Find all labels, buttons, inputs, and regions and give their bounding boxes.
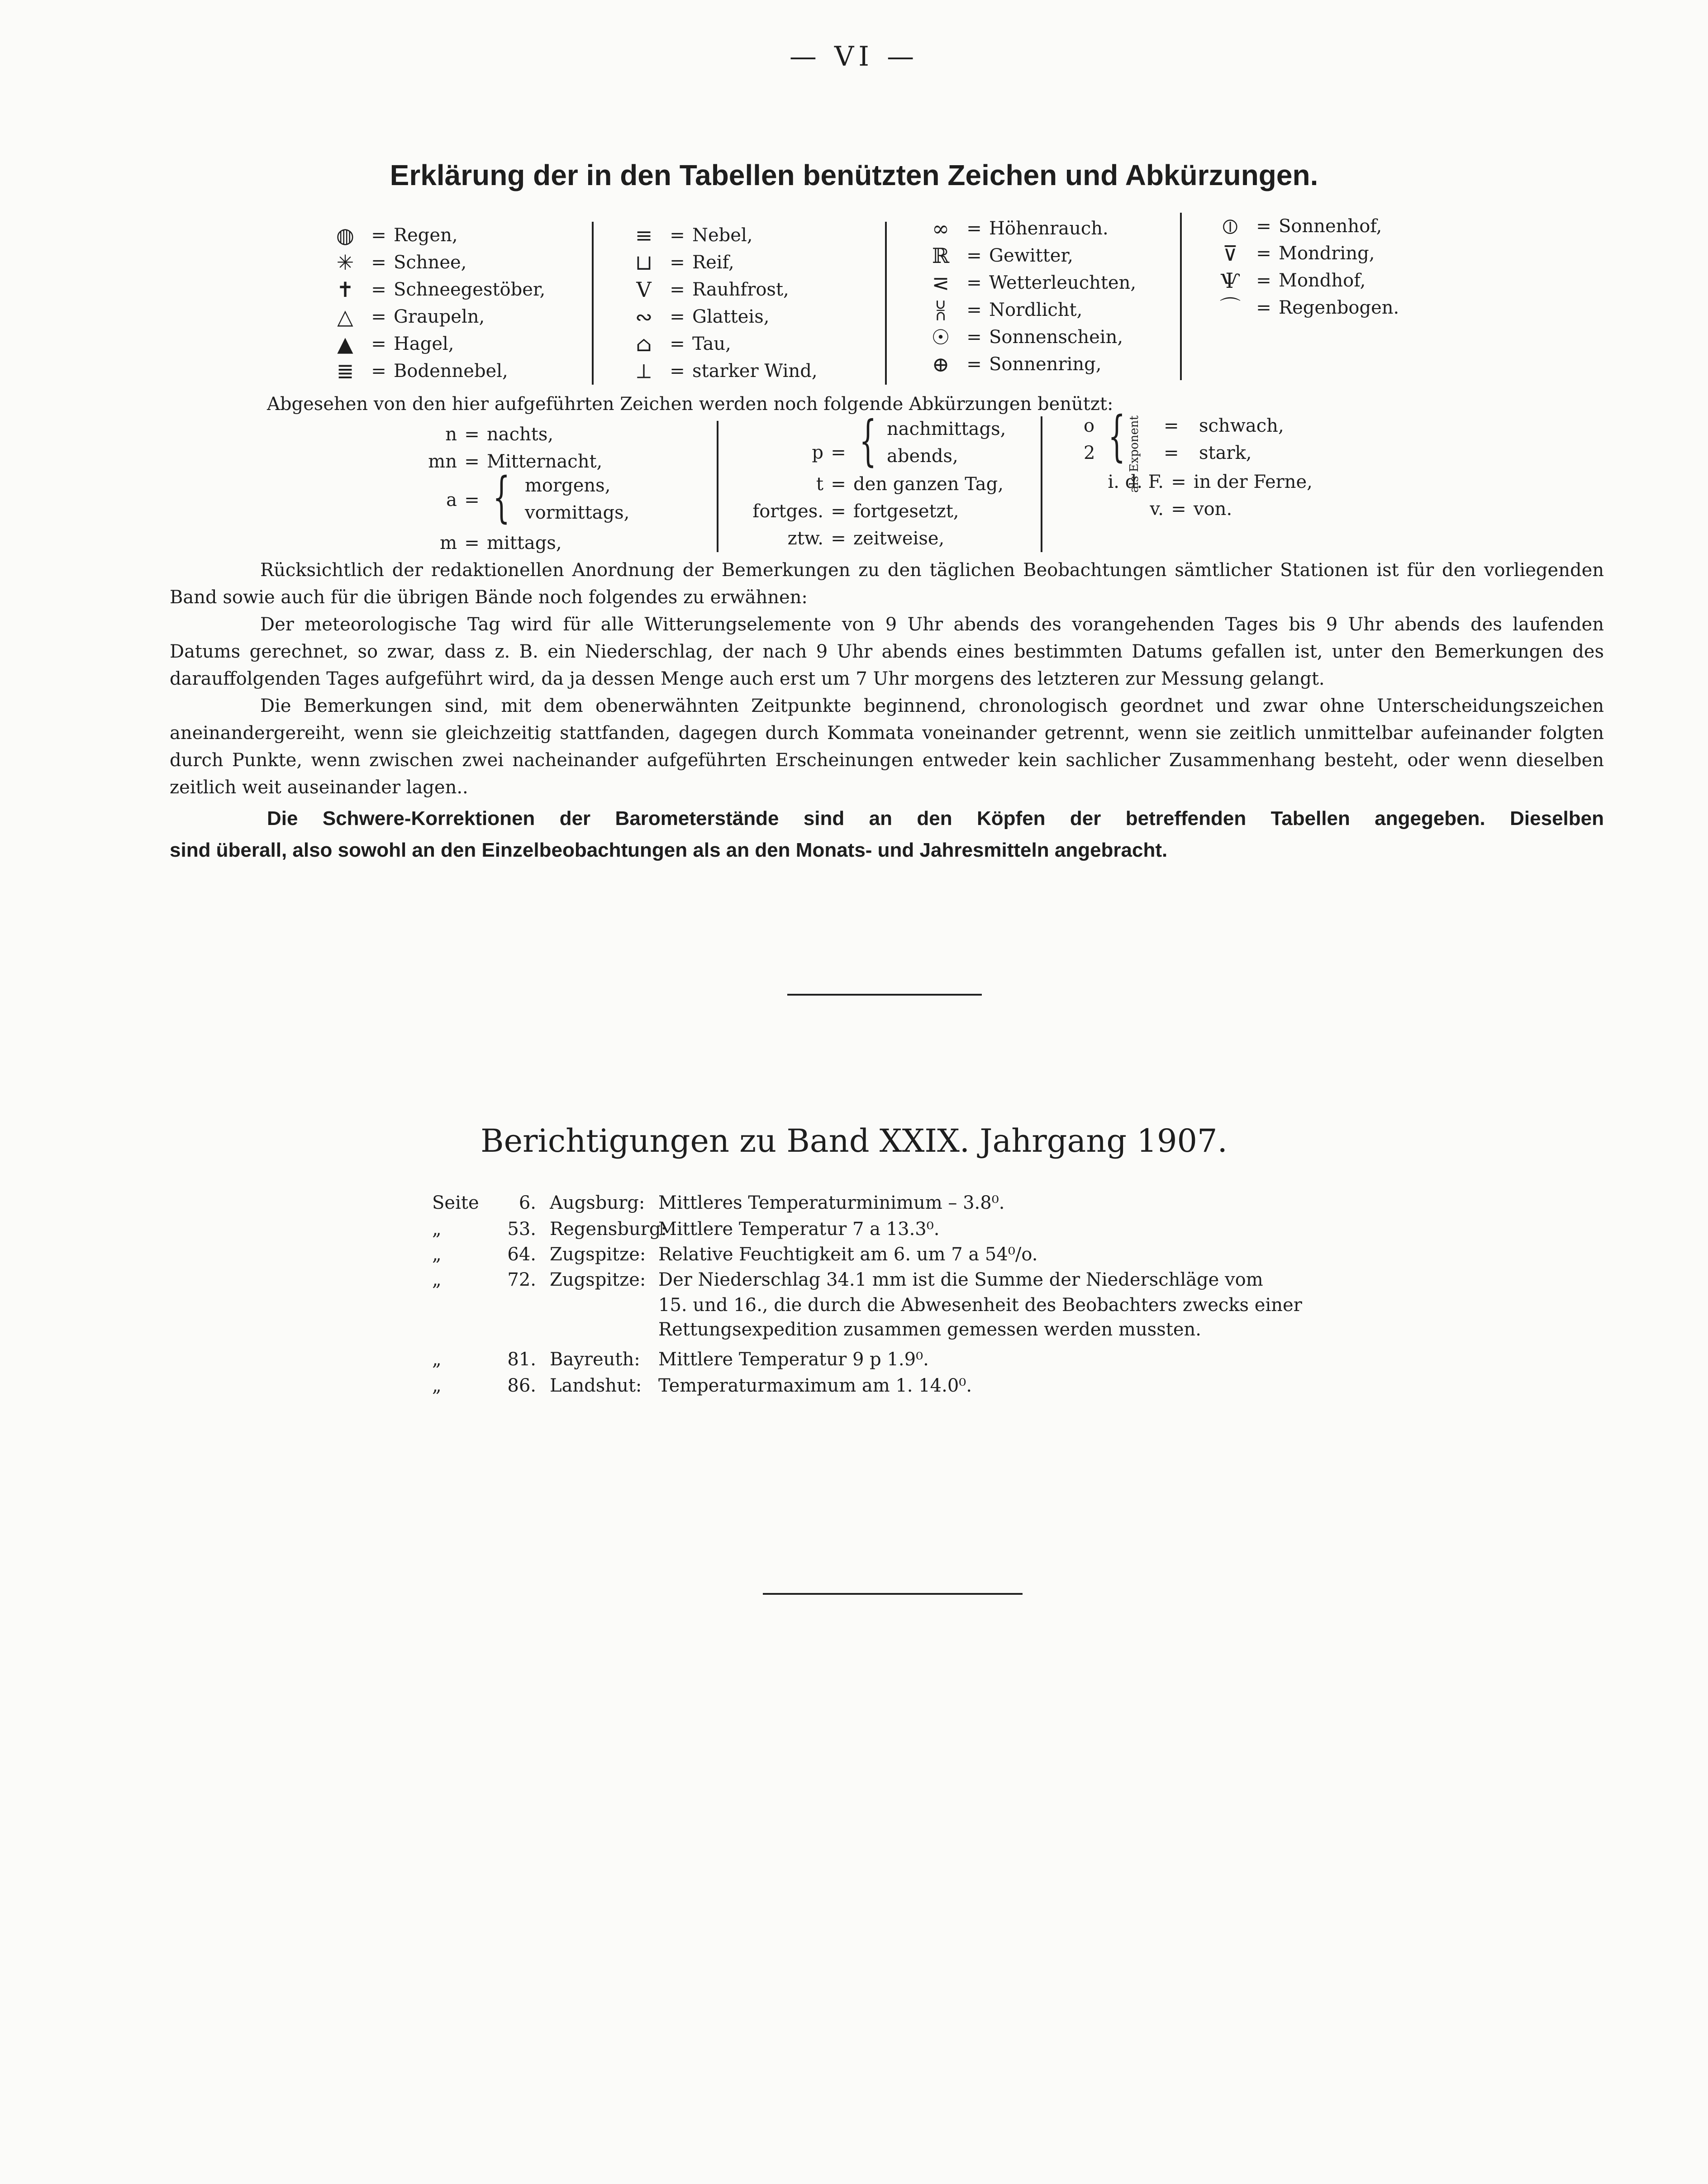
legend-item: ∞ = Höhenrauch.: [922, 215, 1109, 242]
legend-item: ⟂ = starker Wind,: [625, 358, 818, 385]
paragraph-line: Datums gerechnet, so zwar, dass z. B. ein Niederschlag, der nach 9 Uhr abends eines bestimmten Datums gefallen ist, unter den Bemerkungen des: [170, 641, 1604, 662]
column-divider: [592, 222, 594, 385]
graupeln-icon: △: [337, 305, 353, 329]
rauhfrost-icon: V: [636, 277, 652, 302]
tau-icon: ⌂: [636, 332, 652, 356]
paragraph-line: durch Punkte, wenn zwischen zwei nacheinander aufgeführten Erscheinungen entweder kein sachlicher Zusammenhang besteht, oder wenn dieselben: [170, 750, 1604, 771]
legend-item: ℝ = Gewitter,: [922, 242, 1073, 269]
correction-item: „ 72. Zugspitze: Der Niederschlag 34.1 mm ist die Summe der Niederschläge vom: [432, 1269, 1263, 1290]
paragraph-line: Rücksichtlich der redaktionellen Anordnung der Bemerkungen zu den täglichen Beobachtungen sämtlicher Stationen ist für den vorliegenden: [260, 560, 1604, 581]
brace: {: [859, 410, 877, 472]
abbreviation-value: vormittags,: [525, 502, 630, 523]
legend-item: ⌂ = Tau,: [625, 330, 731, 358]
paragraph-line: Band sowie auch für die übrigen Bände noch folgendes zu erwähnen:: [170, 587, 808, 608]
page-number: — VI —: [789, 41, 919, 72]
correction-continuation: Rettungsexpedition zusammen gemessen werden mussten.: [658, 1319, 1201, 1340]
abbreviation-item: t = den ganzen Tag,: [816, 474, 1004, 495]
nordlicht-icon: ⩈: [936, 298, 946, 322]
legend-item: ◍ = Regen,: [327, 222, 458, 249]
legend-item: ≣ = Bodennebel,: [327, 358, 508, 385]
abbreviation-item: ztw. = zeitweise,: [787, 528, 945, 549]
abbreviations-intro: Abgesehen von den hier aufgeführten Zeichen werden noch folgende Abkürzungen benützt:: [267, 394, 1113, 415]
reif-icon: ⊔: [635, 250, 653, 275]
abbreviation-key: 2: [1084, 443, 1095, 463]
starker-wind-icon: ⟂: [637, 359, 651, 383]
bodennebel-icon: ≣: [336, 359, 354, 383]
correction-continuation: 15. und 16., die durch die Abwesenheit des Beobachters zwecks einer: [658, 1295, 1302, 1316]
legend-item: ⊕ = Sonnenring,: [922, 351, 1101, 378]
paragraph-line: aneinandergereiht, wenn sie gleichzeitig stattfanden, dagegen durch Kommata voneinander getrennt, wenn sie zeitlich unmittelbar aufeinander folgten: [170, 723, 1604, 744]
sonnenschein-icon: ☉: [931, 325, 950, 349]
abbreviation-item: m = mittags,: [440, 533, 562, 553]
column-divider: [717, 421, 718, 552]
column-divider: [1041, 416, 1042, 552]
abbreviation-value: stark,: [1199, 443, 1252, 463]
abbreviation-item: n = nachts,: [445, 424, 554, 445]
legend-item: ⋜ = Wetterleuchten,: [922, 269, 1136, 296]
paragraph-line: Der meteorologische Tag wird für alle Witterungselemente von 9 Uhr abends des vorangehenden Tages bis 9 Uhr abends des laufenden: [260, 614, 1604, 635]
abbreviation-value: abends,: [887, 446, 958, 467]
brace: {: [493, 466, 510, 529]
glatteis-icon: ∾: [635, 305, 653, 329]
regen-icon: ◍: [336, 223, 355, 248]
legend-item: ✝ = Schneegestöber,: [327, 276, 545, 303]
legend-item: △ = Graupeln,: [327, 303, 485, 330]
abbreviation-value: schwach,: [1199, 415, 1284, 436]
abbreviation-value: morgens,: [525, 475, 611, 496]
legend-item: ⊔ = Reif,: [625, 249, 734, 276]
corrections-title: Berichtigungen zu Band XXIX. Jahrgang 1907.: [481, 1122, 1227, 1159]
brace: {: [1108, 405, 1126, 468]
schneegestoeber-icon: ✝: [336, 277, 354, 302]
legend-item: Ѱ = Mondhof,: [1212, 267, 1365, 294]
hagel-icon: ▲: [337, 332, 353, 356]
eq-sign: =: [1164, 415, 1179, 436]
legend-item: ⩈ = Nordlicht,: [922, 296, 1082, 324]
abbreviation-item: i. d. F. = in der Ferne,: [1108, 472, 1313, 492]
mondhof-icon: Ѱ: [1220, 268, 1240, 293]
correction-item: „ 86. Landshut: Temperaturmaximum am 1. 14.0⁰.: [432, 1375, 972, 1396]
paragraph-line: zeitlich weit auseinander lagen..: [170, 777, 468, 798]
abbreviation-item: fortges. = fortgesetzt,: [752, 501, 959, 522]
column-divider: [1180, 213, 1182, 380]
legend-item: ⦶ = Sonnenhof,: [1212, 213, 1382, 240]
schnee-icon: ✳: [336, 250, 354, 275]
abbreviation-item: p =: [812, 442, 846, 463]
paragraph-line: Die Bemerkungen sind, mit dem obenerwähnten Zeitpunkte beginnend, chronologisch geordnet und zwar ohne Unterscheidungszeichen: [260, 696, 1604, 716]
correction-item: Seite 6. Augsburg: Mittleres Temperaturminimum – 3.8⁰.: [432, 1192, 1005, 1213]
sonnenring-icon: ⊕: [932, 352, 950, 377]
legend-item: V = Rauhfrost,: [625, 276, 789, 303]
wetterleuchten-icon: ⋜: [932, 271, 950, 295]
abbreviation-value: nachmittags,: [887, 419, 1006, 439]
correction-item: „ 53. Regensburg:Mittlere Temperatur 7 a 13.3⁰.: [432, 1219, 940, 1240]
legend-item: ☉ = Sonnenschein,: [922, 324, 1123, 351]
legend-item: ∾ = Glatteis,: [625, 303, 769, 330]
legend-item: ▲ = Hagel,: [327, 330, 454, 358]
paragraph-line: darauffolgenden Tages aufgeführt wird, da ja dessen Menge auch erst um 7 Uhr morgens des letzteren zur Messung gelangt.: [170, 668, 1325, 689]
legend-title: Erklärung der in den Tabellen benützten Zeichen und Abkürzungen.: [390, 159, 1318, 191]
regenbogen-icon: ⌒: [1220, 296, 1241, 320]
exponent-note: als Exponent: [1128, 415, 1141, 493]
legend-item: ⊽ = Mondring,: [1212, 240, 1375, 267]
nebel-icon: ≡: [635, 223, 653, 248]
abbreviation-item: v. = von.: [1150, 499, 1232, 520]
legend-item: ⌒ = Regenbogen.: [1212, 294, 1399, 321]
legend-item: ✳ = Schnee,: [327, 249, 466, 276]
abbreviation-key: o: [1084, 415, 1095, 436]
correction-item: „ 81. Bayreuth: Mittlere Temperatur 9 p 1.9⁰.: [432, 1349, 929, 1370]
gewitter-icon: ℝ: [932, 243, 950, 268]
correction-item: „ 64. Zugspitze: Relative Feuchtigkeit am 6. um 7 a 54⁰/o.: [432, 1244, 1038, 1265]
bold-note-line: sind überall, also sowohl an den Einzelbeobachtungen als an den Monats- und Jahresmitteln angebracht.: [170, 839, 1168, 861]
divider: [763, 1593, 1023, 1595]
sonnenhof-icon: ⦶: [1223, 214, 1238, 238]
abbreviation-item: a =: [446, 490, 480, 510]
column-divider: [885, 222, 887, 385]
legend-item: ≡ = Nebel,: [625, 222, 752, 249]
abbreviation-item: mn = Mitternacht,: [428, 451, 603, 472]
eq-sign: =: [1164, 443, 1179, 463]
bold-note-line: Die Schwere-Korrektionen der Barometerstände sind an den Köpfen der betreffenden Tabellen angegeben. Dieselben: [267, 807, 1604, 830]
mondring-icon: ⊽: [1223, 241, 1238, 266]
hoehenrauch-icon: ∞: [932, 216, 950, 241]
divider: [787, 994, 982, 996]
